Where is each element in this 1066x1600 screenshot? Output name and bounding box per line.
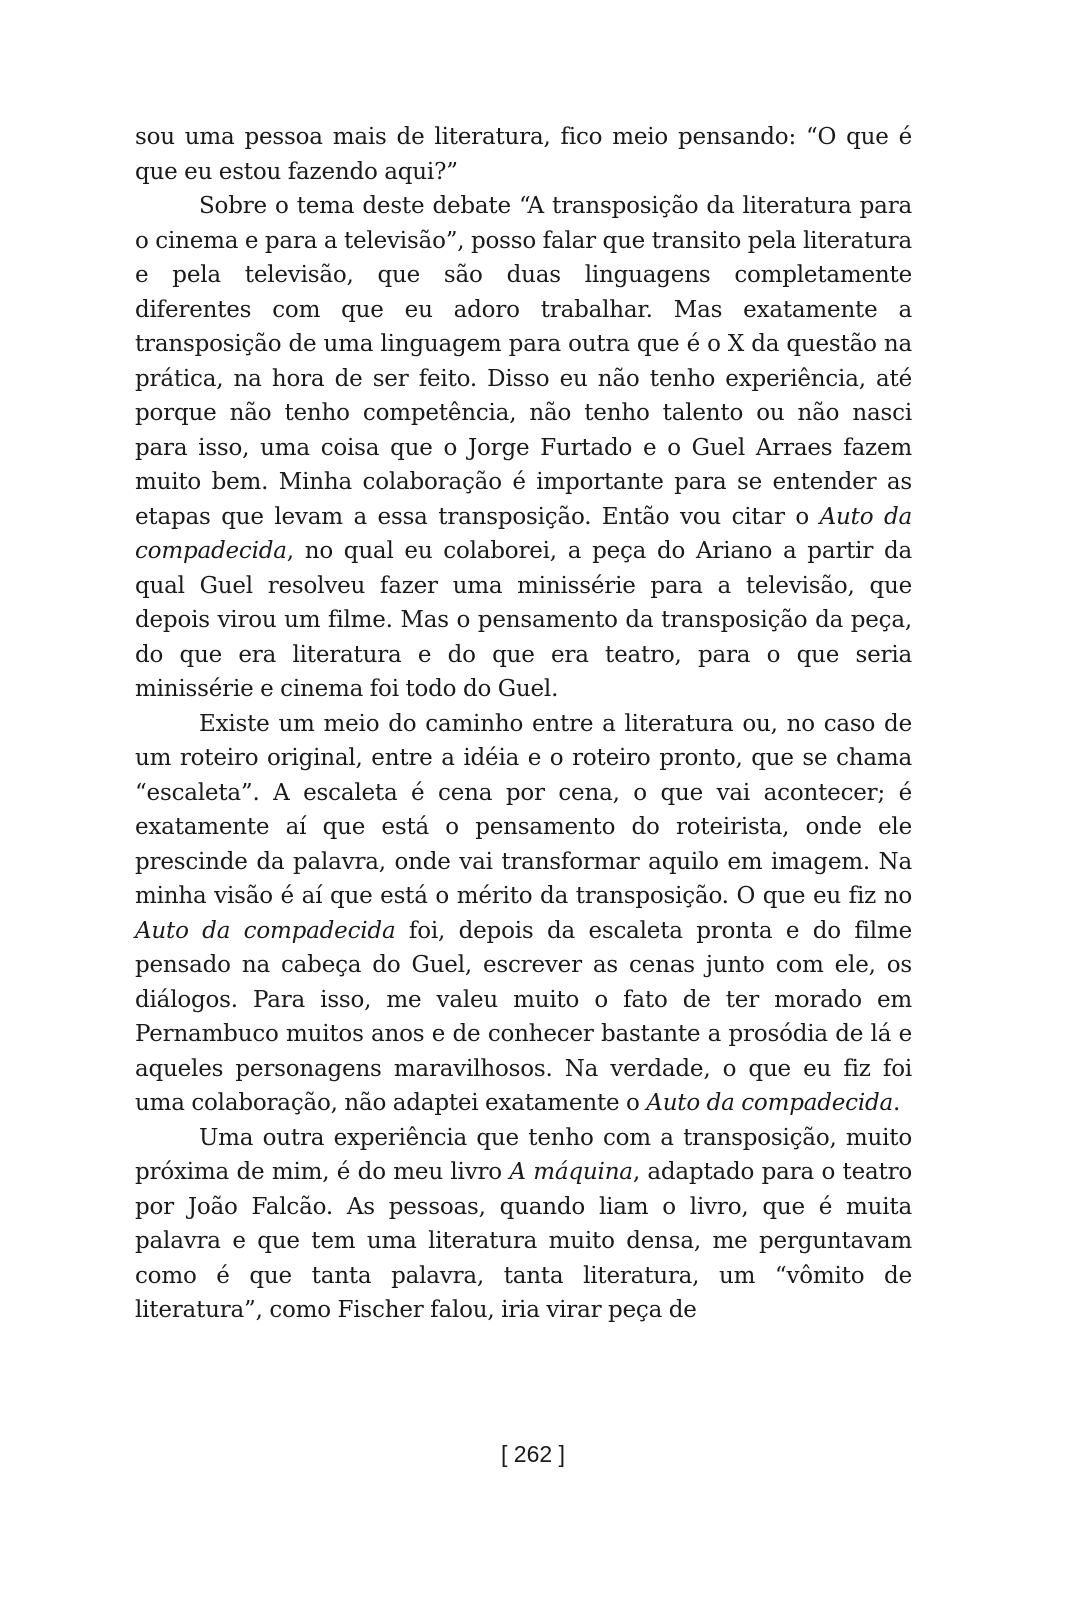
text-run: foi, depois da escaleta pronta e do filme pensado na cabeça do Guel, escrever as cenas junto com ele, os diálogos. Para isso, me valeu muito o fato de ter morado em Pernambuco muitos anos e de conhecer bastante a prosódia de lá e aqueles personagens maravilhosos. Na verdade, o que eu fiz foi uma colaboração, não adaptei exatamente o <box>135 917 912 1116</box>
page-number: [ 262 ] <box>501 1441 565 1467</box>
paragraph <box>135 120 912 189</box>
italic-title: Auto da compadecida <box>646 1090 894 1116</box>
text-run: sou uma pessoa mais de literatura, fico meio pensando: “O que é que eu estou fazendo aqui?” <box>135 124 912 185</box>
paragraph <box>135 189 912 707</box>
text-run: Sobre o tema deste debate “A transposição da literatura para o cinema e para a televisão”, posso falar que transito pela literatura e pela televisão, que são duas linguagens completamente diferentes com que eu adoro trabalhar. Mas exatamente a transposição de uma linguagem para outra que é o X da questão na prática, na hora de ser feito. Disso eu não tenho experiência, até porque não tenho competência, não tenho talento ou não nasci para isso, uma coisa que o Jorge Furtado e o Guel Arraes fazem muito bem. Minha colaboração é importante para se entender as etapas que levam a essa transposição. Então vou citar o <box>135 193 912 530</box>
paragraph <box>135 1121 912 1328</box>
body-text <box>135 120 912 1328</box>
italic-title: Auto da compadecida <box>135 917 396 944</box>
text-run: Existe um meio do caminho entre a literatura ou, no caso de um roteiro original, entre a idéia e o roteiro pronto, que se chama “escaleta”. A escaleta é cena por cena, o que vai acontecer; é exatamente aí que está o pensamento do roteirista, onde ele prescinde da palavra, onde vai transformar aquilo em imagem. Na minha visão é aí que está o mérito da transposição. O que eu fiz no <box>135 710 912 909</box>
italic-title: Auto da compadecida <box>135 503 912 564</box>
text-run: Uma outra experiência que tenho com a transposição, muito próxima de mim, é do meu livro <box>135 1124 912 1185</box>
text-run: . <box>893 1090 901 1116</box>
text-run: , no qual eu colaborei, a peça do Ariano a partir da qual Guel resolveu fazer uma minissérie para a televisão, que depois virou um filme. Mas o pensamento da transposição da peça, do que era literatura e do que era teatro, para o que seria minissérie e cinema foi todo do Guel. <box>135 538 912 702</box>
paragraph <box>135 707 912 1121</box>
italic-title: A máquina <box>509 1159 633 1185</box>
text-run: , adaptado para o teatro por João Falcão. As pessoas, quando liam o livro, que é muita palavra e que tem uma literatura muito densa, me perguntavam como é que tanta palavra, tanta literatura, um “vômito de literatura”, como Fischer falou, iria virar peça de <box>135 1159 913 1323</box>
page-body <box>135 120 912 1328</box>
